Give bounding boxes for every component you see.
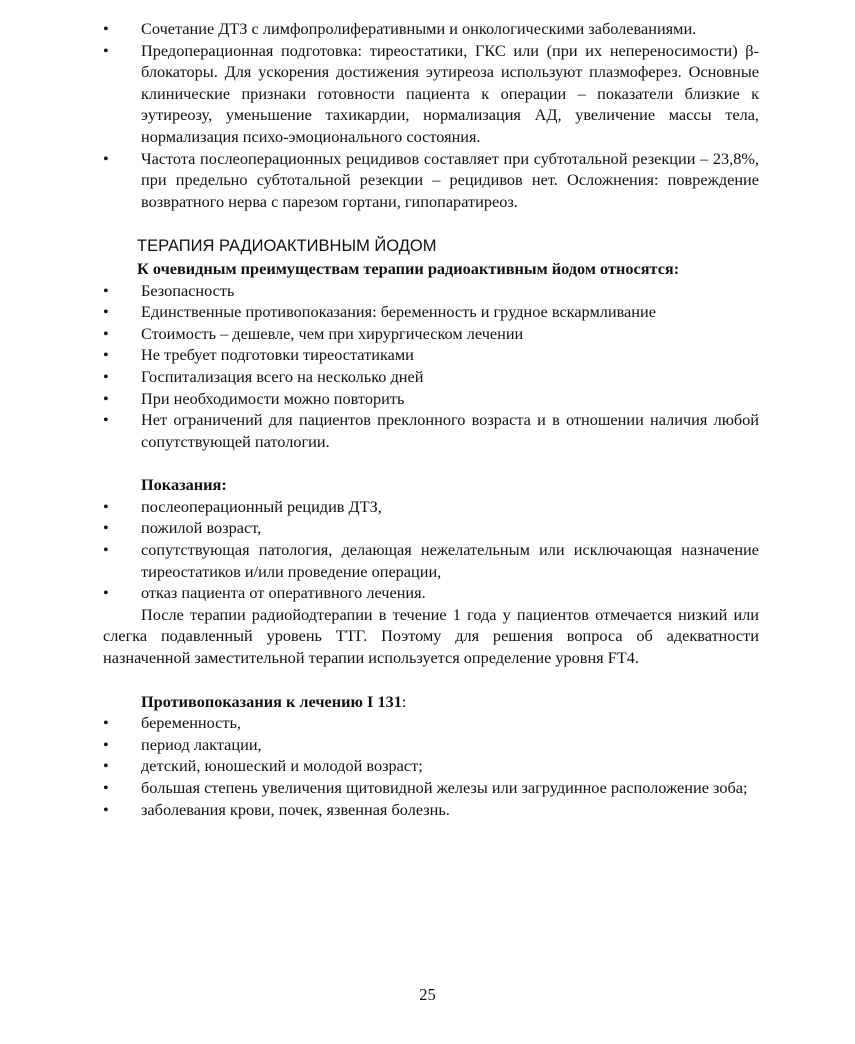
- advantages-list: [103, 280, 759, 453]
- list-item: • детский, юношеский и молодой возраст;: [103, 756, 423, 776]
- bullet: •: [103, 756, 109, 776]
- bullet: •: [103, 388, 109, 408]
- bullet: •: [103, 148, 109, 168]
- bullet: •: [103, 280, 109, 300]
- bullet: •: [103, 778, 109, 797]
- contraindications-list: [103, 712, 759, 820]
- list-item: • Нет ограничений для пациентов преклонного возраста и в отношении наличия любой сопутствующей патологии.: [103, 410, 759, 451]
- bullet: •: [103, 799, 109, 819]
- bullet: •: [103, 366, 109, 386]
- list-item: • сопутствующая патология, делающая нежелательным или исключающая назначение тиреостатиков и/или проведение операции,: [103, 540, 759, 581]
- bullet: •: [103, 345, 109, 365]
- indications-list: [103, 496, 759, 604]
- section-title: ТЕРАПИЯ РАДИОАКТИВНЫМ ЙОДОМ: [137, 237, 437, 256]
- bullet: •: [103, 302, 109, 322]
- list-item: • Стоимость – дешевле, чем при хирургическом лечении: [103, 323, 524, 343]
- list-item: • Госпитализация всего на несколько дней: [103, 366, 424, 386]
- advantages-intro: К очевидным преимуществам терапии радиоактивным йодом относятся:: [137, 258, 680, 278]
- list-item: • Частота послеоперационных рецидивов составляет при субтотальной резекции – 23,8%, при предельно субтотальной резекции – рецидивов нет. Осложнения: повреждение возвратного нерва с парезом гортани, гипопаратиреоз.: [103, 148, 759, 211]
- bullet: •: [103, 540, 109, 560]
- list-item: • большая степень увеличения щитовидной железы или загрудинное расположение зоба;: [103, 778, 748, 797]
- list-item: • пожилой возраст,: [103, 518, 262, 538]
- list-item: • Не требует подготовки тиреостатиками: [103, 345, 414, 365]
- list-item: • отказ пациента от оперативного лечения.: [103, 583, 426, 603]
- list-item: • При необходимости можно повторить: [103, 388, 405, 408]
- page-content: [103, 18, 759, 820]
- list-item: • Безопасность: [103, 280, 235, 300]
- list-item: • Единственные противопоказания: беременность и грудное вскармливание: [103, 302, 656, 322]
- bullet: •: [103, 19, 109, 38]
- list-item: • беременность,: [103, 713, 242, 733]
- bullet: •: [103, 410, 109, 430]
- page-number: 25: [419, 985, 436, 1004]
- bullet: •: [103, 583, 109, 603]
- intro-list: [103, 18, 759, 212]
- indications-title: Показания:: [141, 475, 227, 495]
- bullet: •: [103, 496, 109, 516]
- list-item: • Предоперационная подготовка: тиреостатики, ГКС или (при их непереносимости) β-блокаторы. Для ускорения достижения эутиреоза используют плазмоферез. Основные клинические признаки готовности пациента к операции – показатели близкие к эутиреозу, уменьшение тахикардии, нормализация АД, увеличение массы тела, нормализация психо-эмоционального состояния.: [103, 40, 759, 146]
- list-item: • заболевания крови, почек, язвенная болезнь.: [103, 799, 450, 819]
- indications-note: После терапии радиойодтерапии в течение 1 года у пациентов отмечается низкий или слегка подавленный уровень ТТГ. Поэтому для решения вопроса об адекватности назначенной заместительной терапии используется определение уровня FT4.: [103, 604, 759, 668]
- list-item: • послеоперационный рецидив ДТЗ,: [103, 496, 382, 516]
- bullet: •: [103, 734, 109, 754]
- list-item: • период лактации,: [103, 734, 262, 754]
- bullet: •: [103, 713, 109, 733]
- contraindications-colon: :: [401, 691, 407, 711]
- bullet: •: [103, 518, 109, 538]
- list-item: • Сочетание ДТЗ с лимфопролиферативными и онкологическими заболеваниями.: [103, 19, 697, 38]
- bullet: •: [103, 40, 109, 60]
- contraindications-heading: [103, 691, 759, 713]
- bullet: •: [103, 323, 109, 343]
- contraindications-title: Противопоказания к лечению I 131: [141, 691, 402, 711]
